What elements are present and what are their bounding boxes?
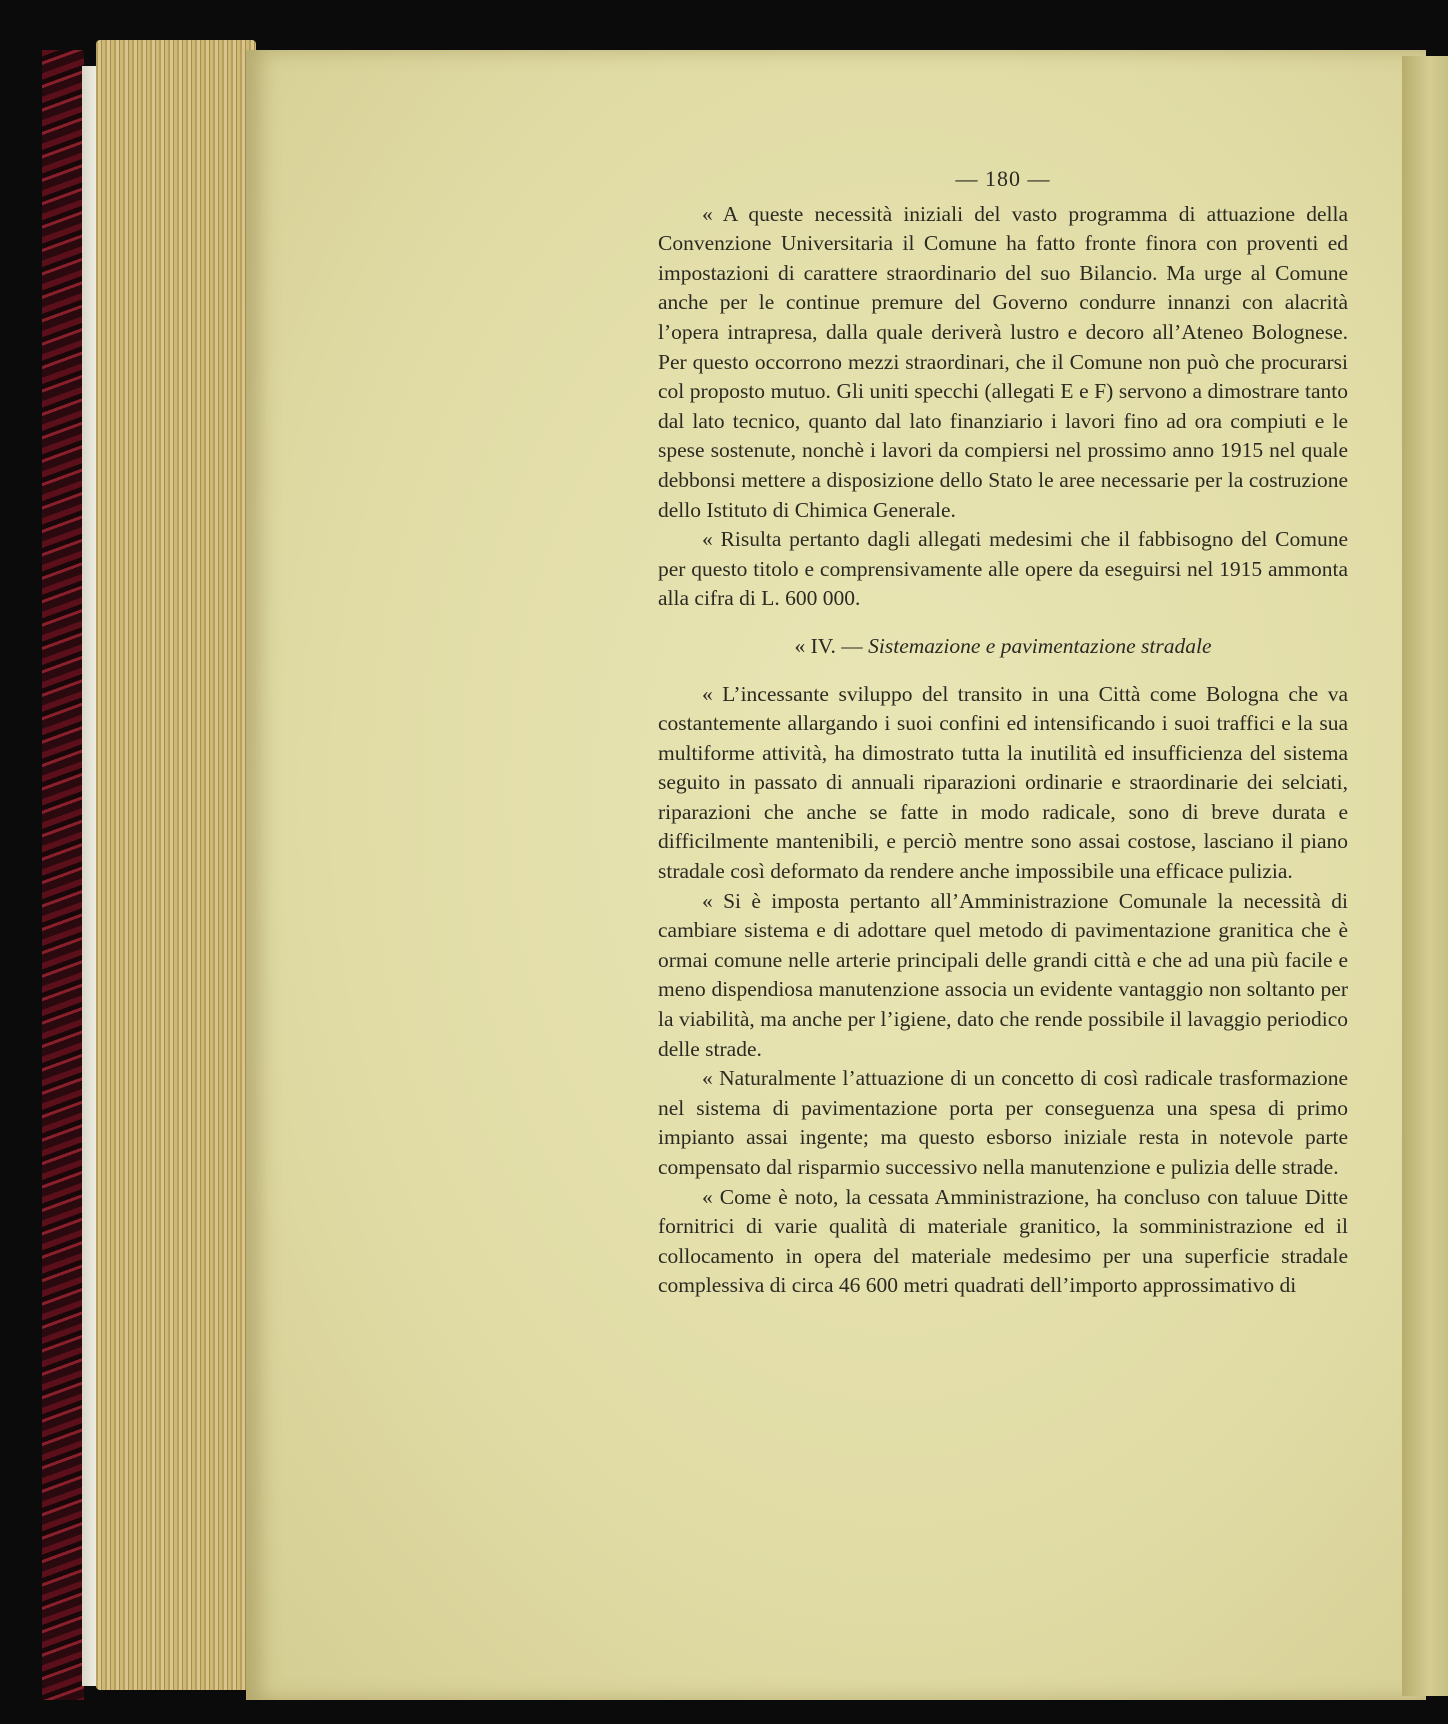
text-column — [658, 164, 1348, 1301]
paragraph-transito: « L’incessante sviluppo del transito in una Città come Bologna che va costantemente allargando i suoi confini ed intensificando i suoi traffici e la sua multiforme attività, ha dimostrato tutta la inutilità ed insufficienza del sistema seguito in passato di annuali riparazioni ordinarie e straordinarie dei selciati, riparazioni che anche se fatte in modo radicale, sono di breve durata e difficilmente mantenibili, e perciò mentre sono assai costose, lasciano il piano stradale così deformato da rendere anche impossibile una efficace pulizia. — [658, 681, 1348, 884]
section-heading-prefix: « IV. — — [794, 633, 863, 658]
page-edges — [96, 40, 256, 1690]
next-page-edge — [1402, 56, 1448, 1696]
section-heading — [658, 632, 1348, 662]
page-number: — 180 — — [955, 166, 1051, 191]
paragraph-sistema: « Si è imposta pertanto all’Amministrazione Comunale la necessità di cambiare sistema e di adottare quel metodo di pavimentazione granitica che è ormai comune nelle arterie principali delle grandi città e che ad una più facile e meno dispendiosa manutenzione associa un evidente vantaggio non soltanto per la viabilità, ma anche per l’igiene, dato che rende possibile il lavaggio periodico delle strade. — [658, 888, 1348, 1061]
section-heading-title: Sistemazione e pavimentazione stradale — [868, 633, 1212, 658]
paragraph-amministrazione: « Come è noto, la cessata Amministrazione, ha concluso con taluue Ditte fornitrici di varie qualità di materiale granitico, la somministrazione ed il collocamento in opera del materiale medesimo per una superficie stradale complessiva di circa 46 600 metri quadrati dell’importo approssimativo di — [658, 1184, 1348, 1298]
paragraph-fabbisogno: « Risulta pertanto dagli allegati medesimi che il fabbisogno del Comune per questo titolo e comprensivamente alle opere da eseguirsi nel 1915 ammonta alla cifra di L. 600 000. — [658, 527, 1348, 611]
book-binding — [42, 50, 84, 1700]
paragraph-convention: « A queste necessità iniziali del vasto programma di attuazione della Convenzione Universitaria il Comune ha fatto fronte finora con proventi ed impostazioni di carattere straordinario del suo Bilancio. Ma urge al Comune anche per le continue premure del Governo condurre innanzi con alacrità l’opera intrapresa, dalla quale deriverà lustro e decoro all’Ateneo Bolognese. Per questo occorrono mezzi straordinari, che il Comune non può che procurarsi col proposto mutuo. Gli uniti specchi (allegati E e F) servono a dimostrare tanto dal lato tecnico, quanto dal lato finanziario i lavori fino ad ora compiuti e le spese sostenute, nonchè i lavori da compiersi nel prossimo anno 1915 nel quale debbonsi mettere a disposizione dello Stato le aree necessarie per la costruzione dello Istituto di Chimica Generale. — [658, 201, 1348, 522]
paragraph-trasformazione: « Naturalmente l’attuazione di un concetto di così radicale trasformazione nel sistema di pavimentazione porta per conseguenza una spesa di primo impianto assai ingente; ma questo esborso iniziale resta in notevole parte compensato dal risparmio successivo nella manutenzione e pulizia delle strade. — [658, 1066, 1348, 1179]
